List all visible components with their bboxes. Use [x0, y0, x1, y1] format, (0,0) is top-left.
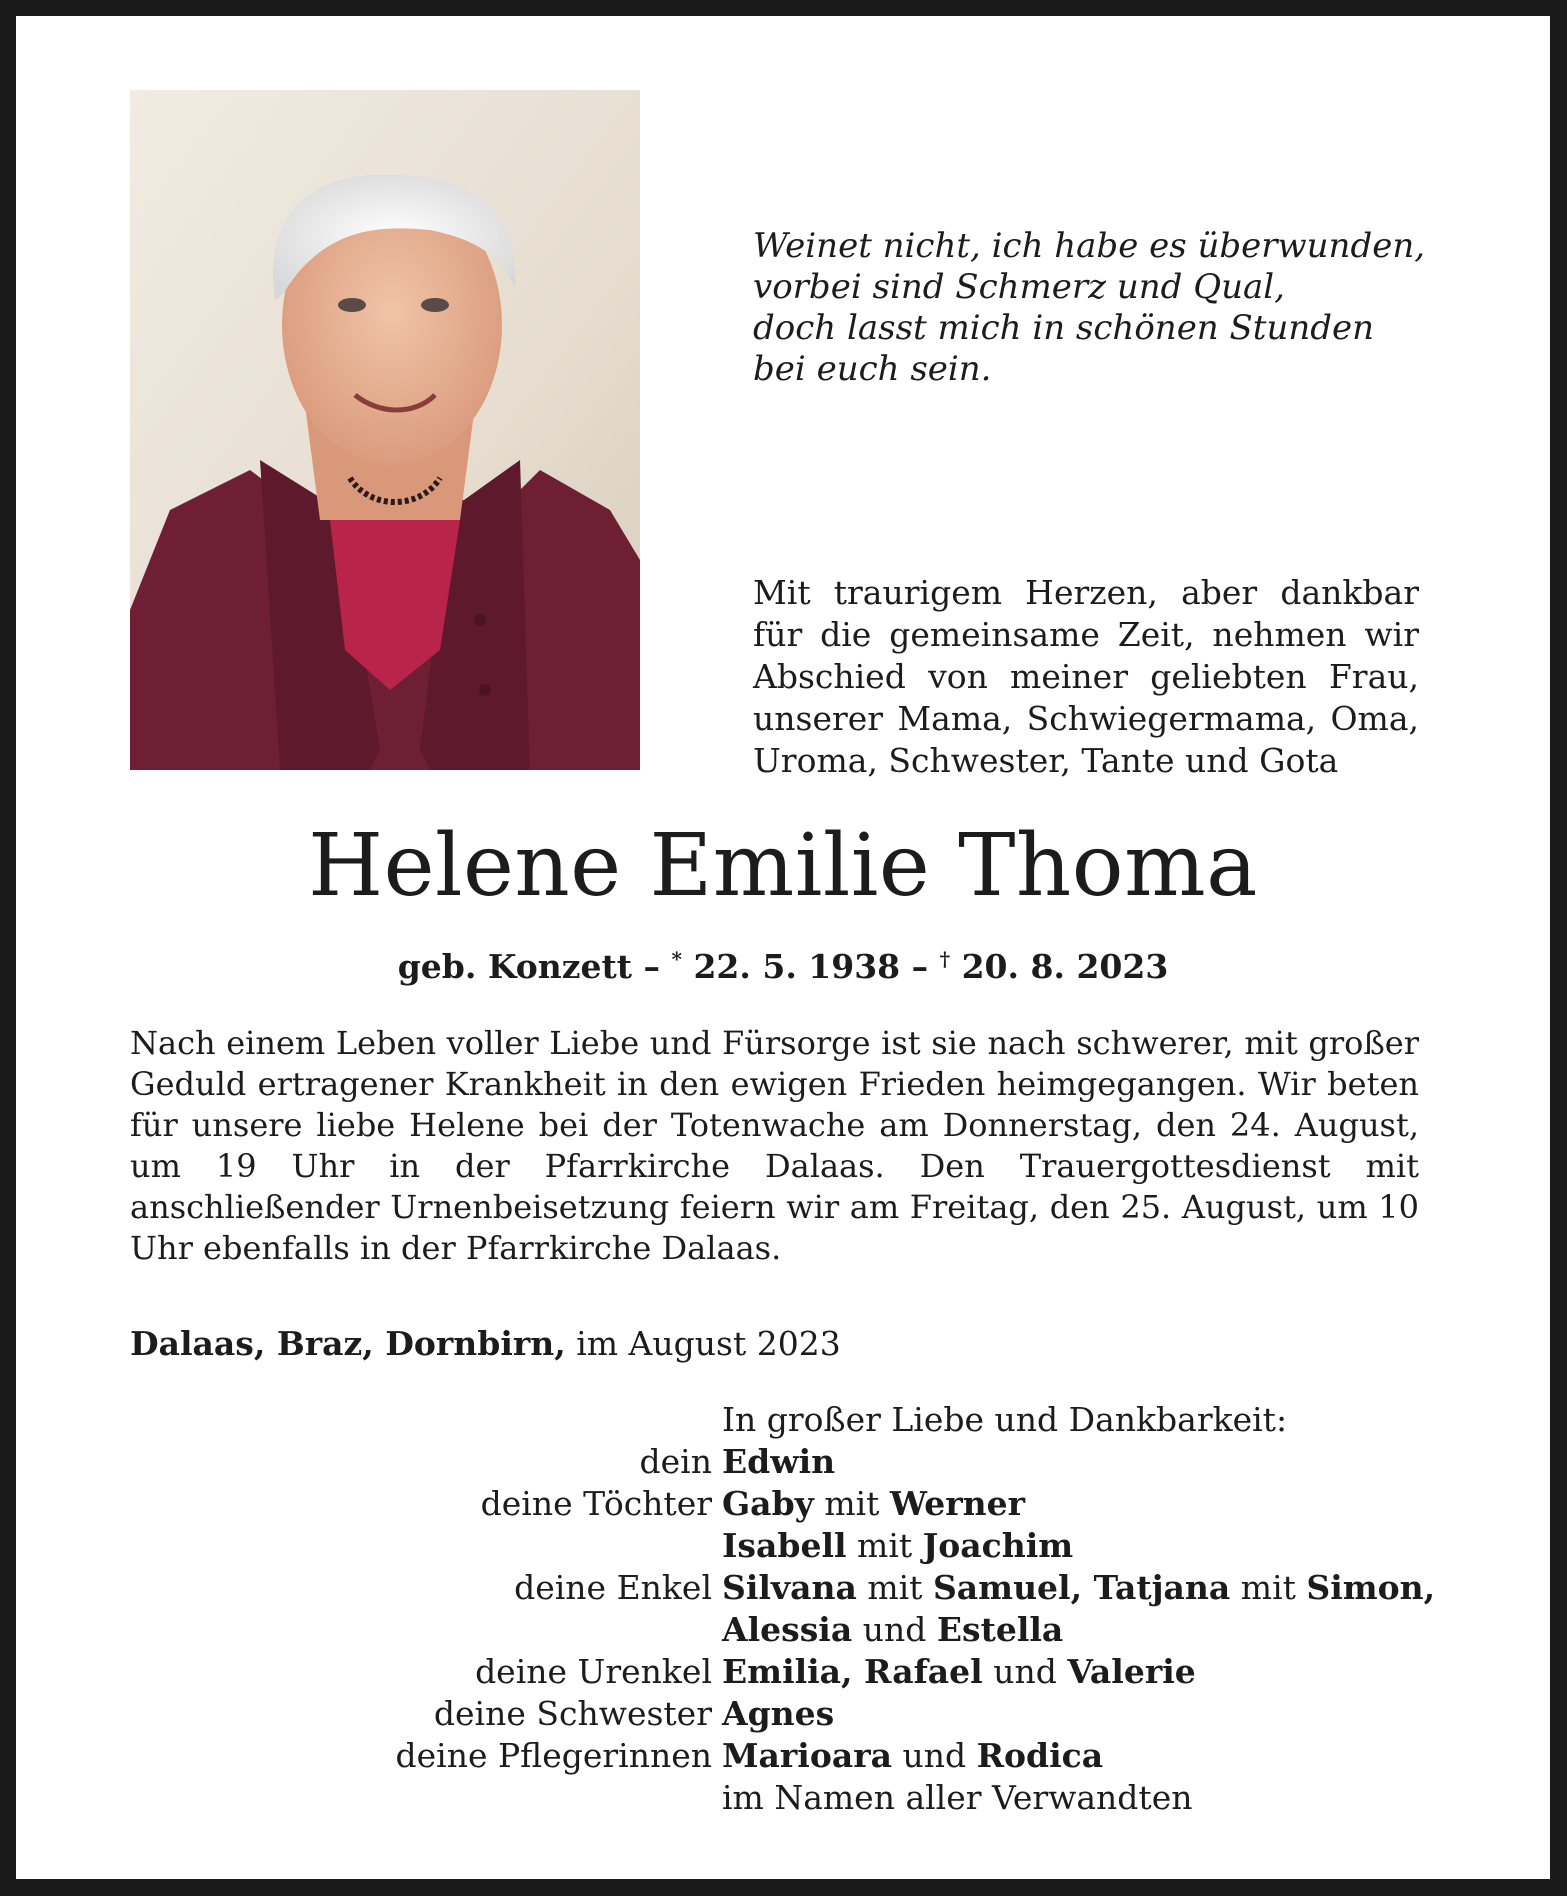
intro-line: Mit traurigem Herzen, aber dankbar [753, 573, 1419, 612]
family-connector: mit [846, 1526, 923, 1565]
family-member-name: Isabell [722, 1526, 847, 1565]
family-row [16, 1777, 1550, 1819]
intro-line: für die gemeinsame Zeit, nehmen wir [753, 615, 1419, 654]
family-member-name: Samuel, Tatjana [932, 1568, 1231, 1607]
separator: – [900, 947, 940, 986]
family-names [722, 1567, 1435, 1609]
family-list [16, 1399, 1550, 1819]
family-relation-label: deine Schwester [433, 1694, 712, 1733]
family-row [16, 1567, 1550, 1609]
family-names [722, 1735, 1103, 1777]
intro-text [753, 572, 1419, 782]
family-member-name: Agnes [722, 1694, 835, 1733]
family-connector: mit [1230, 1568, 1307, 1607]
died-symbol: † [939, 947, 951, 971]
family-heading-row [16, 1399, 1550, 1441]
place-date [130, 1323, 1030, 1365]
family-row [16, 1735, 1550, 1777]
family-member-name: Estella [936, 1610, 1064, 1649]
family-connector: im Namen aller Verwandten [722, 1778, 1193, 1817]
family-member-name: Valerie [1067, 1652, 1196, 1691]
family-connector: und [982, 1652, 1068, 1691]
birth-name: geb. Konzett [397, 947, 633, 986]
family-row [16, 1609, 1550, 1651]
poem [753, 226, 1426, 390]
family-row [16, 1525, 1550, 1567]
family-row [16, 1483, 1550, 1525]
body-text: Nach einem Leben voller Liebe und Fürsorge ist sie nach schwerer, mit großer Geduld ertragener Krankheit in den ewigen Frieden heimgegangen. Wir beten für unsere liebe Helene bei der Totenwache am Donnerstag, den 24. August, um 19 Uhr in der Pfarrkirche Dalaas. Den Trauergottesdienst mit anschließender Urnenbeisetzung feiern wir am Freitag, den 25. August, um 10 Uhr ebenfalls in der Pfarrkirche Dalaas. [130, 1024, 1419, 1267]
intro-line: Uroma, Schwester, Tante und Gota [753, 741, 1339, 780]
family-row [16, 1651, 1550, 1693]
family-member-name: Silvana [722, 1568, 857, 1607]
portrait-photo [130, 90, 640, 770]
separator: – [632, 947, 672, 986]
poem-line: bei euch sein. [753, 349, 992, 389]
family-names [722, 1609, 1063, 1651]
family-member-name: Edwin [722, 1442, 836, 1481]
family-member-name: Marioara [722, 1736, 892, 1775]
family-member-name: Emilia, Rafael [722, 1652, 983, 1691]
died-date: 20. 8. 2023 [950, 947, 1169, 986]
intro-line: unserer Mama, Schwiegermama, Oma, [753, 699, 1419, 738]
family-names [722, 1525, 1073, 1567]
family-member-name: Werner [889, 1484, 1026, 1523]
family-row [16, 1693, 1550, 1735]
obituary-page [16, 16, 1550, 1879]
family-member-name: Gaby [722, 1484, 814, 1523]
family-relation-label: deine Töchter [480, 1484, 712, 1523]
family-names [722, 1777, 1192, 1819]
poem-line: doch lasst mich in schönen Stunden [753, 308, 1375, 348]
family-member-name: Rodica [976, 1736, 1104, 1775]
family-connector: und [852, 1610, 937, 1649]
place-cities: Dalaas, Braz, Dornbirn, [130, 1324, 566, 1363]
family-member-name: Joachim [922, 1526, 1074, 1565]
poem-line: vorbei sind Schmerz und Qual, [753, 267, 1285, 307]
family-connector: und [892, 1736, 977, 1775]
family-heading: In großer Liebe und Dankbarkeit: [722, 1400, 1288, 1439]
intro-line: Abschied von meiner geliebten Frau, [753, 657, 1419, 696]
family-relation-label: deine Enkel [514, 1568, 712, 1607]
family-relation-label: deine Pflegerinnen [395, 1736, 712, 1775]
family-rows [16, 1441, 1550, 1819]
poem-line: Weinet nicht, ich habe es überwunden, [753, 226, 1426, 266]
place-date-text: im August 2023 [565, 1324, 841, 1363]
life-dates [16, 938, 1550, 988]
family-names [722, 1441, 835, 1483]
born-date: 22. 5. 1938 [681, 947, 901, 986]
born-symbol: * [671, 947, 682, 971]
family-relation-label: dein [639, 1442, 712, 1481]
family-names [722, 1483, 1025, 1525]
family-member-name: Alessia [722, 1610, 853, 1649]
family-row [16, 1441, 1550, 1483]
family-relation-label: deine Urenkel [475, 1652, 712, 1691]
family-connector: mit [813, 1484, 890, 1523]
portrait-image [130, 90, 640, 770]
family-names [722, 1693, 834, 1735]
family-connector: mit [856, 1568, 933, 1607]
family-member-name: Simon, [1306, 1568, 1436, 1607]
deceased-name: Helene Emilie Thoma [308, 816, 1258, 916]
family-names [722, 1651, 1196, 1693]
